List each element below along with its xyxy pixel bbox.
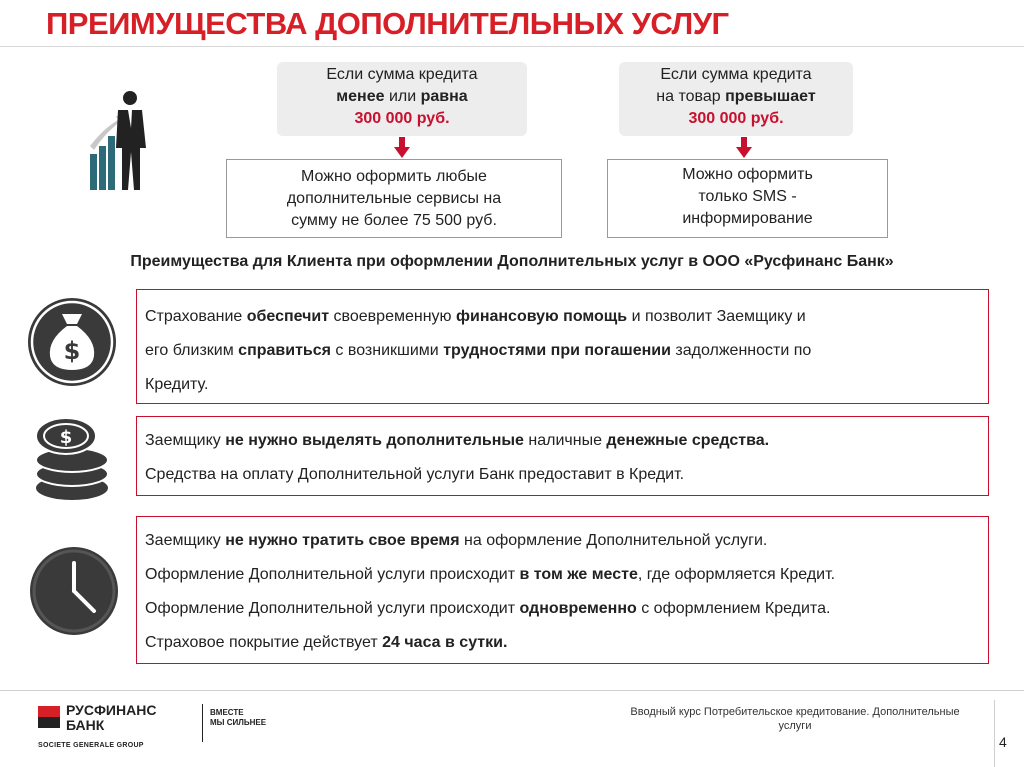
benefit1-bold: справиться (238, 342, 331, 359)
benefit1-text: задолженности по (670, 342, 812, 359)
coin-stack-icon (30, 416, 114, 502)
businessman-chart-icon (84, 88, 160, 192)
footer-vertical-divider (994, 700, 995, 767)
course-name (610, 705, 980, 733)
benefit2-line1 (145, 424, 980, 458)
svg-text:$: $ (63, 337, 81, 365)
left-condition-line1: Если сумма кредита (326, 66, 478, 83)
benefit-no-cash-box (136, 416, 989, 496)
left-result-line3: сумму не более 75 500 руб. (291, 212, 497, 229)
benefit3-line4 (145, 626, 980, 660)
bank-name-line2: БАНК (66, 717, 105, 733)
benefit1-text: и позволит Заемщику и (627, 308, 806, 325)
title-divider (0, 46, 1024, 47)
right-condition-box (619, 62, 853, 136)
benefit1-text: его близким (145, 342, 239, 359)
left-condition-box (277, 62, 527, 136)
right-condition-line1: Если сумма кредита (660, 66, 812, 83)
right-result-line2: только SMS - (698, 188, 797, 205)
right-condition-exceeds: превышает (725, 88, 816, 105)
benefit1-bold: финансовую помощь (455, 308, 628, 325)
footer-divider (0, 690, 1024, 691)
benefit1-text: Страхование (145, 308, 247, 325)
benefit3-text: на оформление Дополнительной услуги. (459, 532, 768, 549)
left-result-line2: дополнительные сервисы на (286, 190, 502, 207)
arrow-down-icon (394, 137, 410, 159)
benefit2-line2: Средства на оплату Дополнительной услуги Банк предоставит в Кредит. (145, 466, 685, 483)
page-title: ПРЕИМУЩЕСТВА ДОПОЛНИТЕЛЬНЫХ УСЛУГ (46, 6, 729, 41)
benefit3-bold: 24 часа в сутки. (382, 634, 508, 651)
benefit2-bold: денежные средства. (606, 432, 770, 449)
logo-divider (202, 704, 203, 742)
left-condition-line2 (277, 86, 527, 108)
benefit2-bold: не нужно выделять дополнительные (225, 432, 524, 449)
course-name-line1: Вводный курс Потребительское кредитование. Дополнительные (630, 706, 960, 718)
left-condition-or: или (384, 88, 421, 105)
bank-name-line1: РУСФИНАНС (66, 702, 157, 718)
benefit3-line1 (145, 524, 980, 558)
benefit-insurance-box (136, 289, 989, 404)
benefit3-text: , где оформляется Кредит. (637, 566, 836, 583)
benefit3-text: с оформлением Кредита. (636, 600, 831, 617)
right-condition-line2 (619, 86, 853, 108)
benefit1-text: своевременную (329, 308, 456, 325)
svg-text:$: $ (59, 427, 73, 448)
arrow-down-icon (736, 137, 752, 159)
right-result-line3: информирование (682, 210, 813, 227)
benefits-subtitle: Преимущества для Клиента при оформлении Дополнительных услуг в ООО «Русфинанс Банк» (130, 253, 894, 270)
benefit-time-box (136, 516, 989, 664)
benefit1-line2 (145, 334, 980, 368)
left-condition-less: менее (336, 88, 385, 105)
benefit3-line3 (145, 592, 980, 626)
left-result-line1: Можно оформить любые (301, 168, 487, 185)
left-result-box (226, 159, 562, 238)
bank-slogan (210, 708, 266, 728)
benefit3-bold: одновременно (519, 600, 637, 617)
benefit2-text: Заемщику (145, 432, 226, 449)
benefit1-bold: трудностями при погашении (443, 342, 671, 359)
bank-logo-name (66, 703, 156, 733)
course-name-line2: услуги (778, 720, 812, 732)
left-condition-equal: равна (420, 88, 468, 105)
benefit3-text: Страховое покрытие действует (145, 634, 383, 651)
benefit3-text: Оформление Дополнительной услуги происходит (145, 566, 520, 583)
slogan-line1: ВМЕСТЕ (210, 708, 244, 717)
right-result-box (607, 159, 888, 238)
bank-group-label: SOCIETE GENERALE GROUP (38, 742, 144, 749)
benefit1-line1 (145, 300, 980, 334)
benefit3-bold: не нужно тратить свое время (225, 532, 460, 549)
benefit3-line2 (145, 558, 980, 592)
left-condition-amount: 300 000 руб. (354, 110, 450, 127)
right-condition-goods: на товар (656, 88, 726, 105)
benefit3-bold: в том же месте (519, 566, 638, 583)
benefit1-text: с возникшими (330, 342, 444, 359)
page-number: 4 (999, 734, 1007, 750)
right-result-line1: Можно оформить (682, 166, 813, 183)
benefit2-text: наличные (523, 432, 607, 449)
clock-icon (28, 545, 120, 637)
benefit3-text: Оформление Дополнительной услуги происходит (145, 600, 520, 617)
right-condition-amount: 300 000 руб. (688, 110, 784, 127)
benefit1-line3: Кредиту. (145, 376, 209, 393)
benefit1-bold: обеспечит (246, 308, 330, 325)
benefit3-text: Заемщику (145, 532, 226, 549)
slogan-line2: МЫ СИЛЬНЕЕ (210, 718, 267, 727)
bank-logo-mark (38, 706, 60, 728)
money-bag-icon (26, 296, 118, 388)
